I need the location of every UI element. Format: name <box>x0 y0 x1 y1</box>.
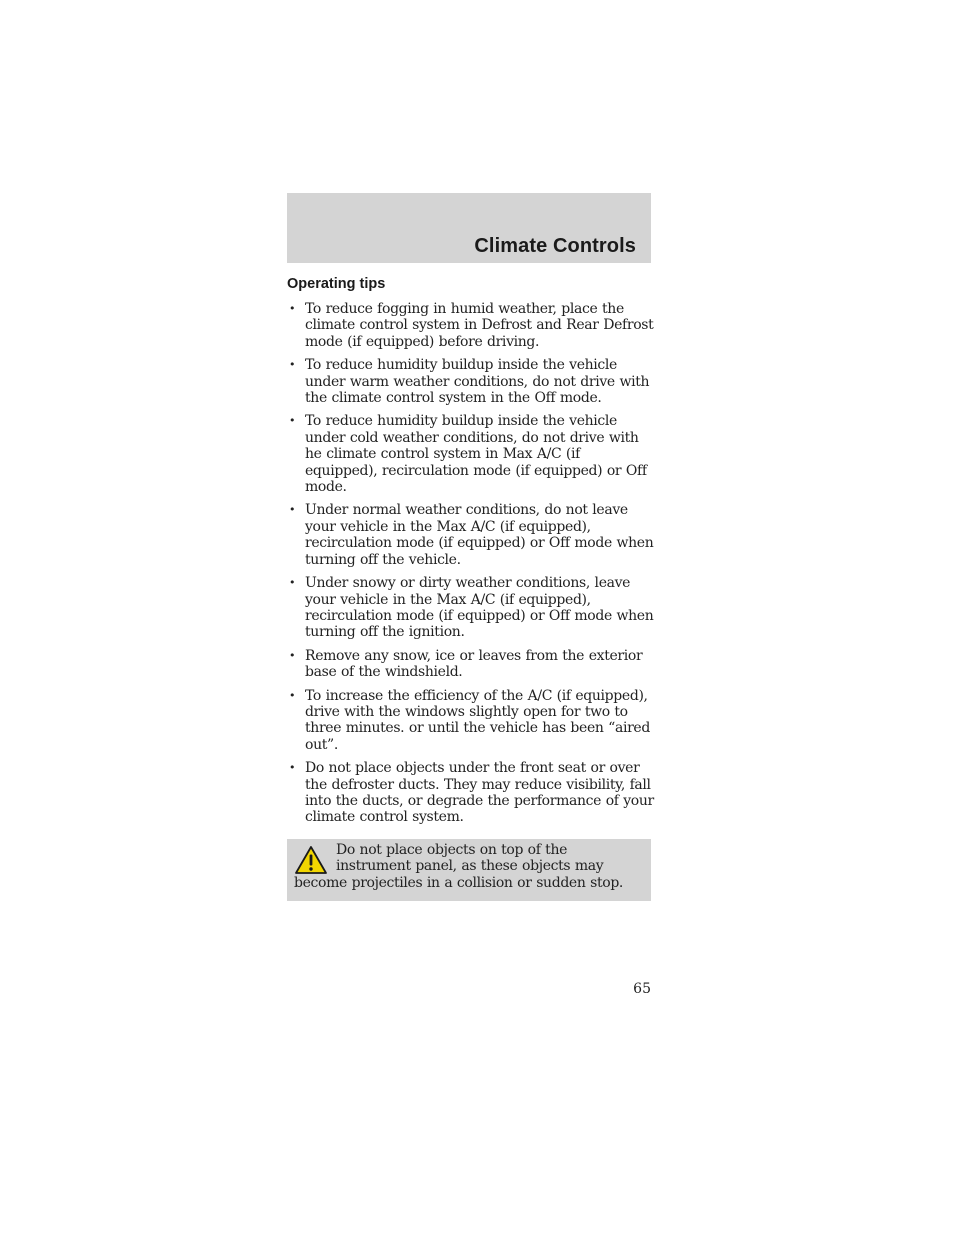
warning-box <box>287 839 651 901</box>
bullet-icon: • <box>289 358 296 372</box>
list-item <box>287 301 655 350</box>
bullet-icon: • <box>289 302 296 315</box>
operating-tips-list <box>287 301 655 833</box>
bullet-icon: • <box>289 414 296 428</box>
chapter-title: Climate Controls <box>474 235 636 257</box>
list-item <box>287 502 655 568</box>
list-item <box>287 357 655 406</box>
warning-text: Do not place objects on top of the instrument panel, as these objects may become projectiles in a collision or sudden stop. <box>294 842 624 891</box>
tip-text: To reduce fogging in humid weather, place the climate control system in Defrost and Rear Defrost mode (if equipped) before driving. <box>305 301 654 350</box>
tip-text: Remove any snow, ice or leaves from the exterior base of the windshield. <box>305 647 643 681</box>
bullet-icon: • <box>289 688 296 702</box>
tip-text: To increase the efficiency of the A/C (if equipped), drive with the windows slightly open for two to three minutes. or until the vehicle has been “aired out”. <box>305 687 650 753</box>
bullet-icon: • <box>289 503 296 517</box>
list-item <box>287 575 655 641</box>
tip-text: To reduce humidity buildup inside the vehicle under warm weather conditions, do not drive with the climate control system in the Off mode. <box>305 357 650 407</box>
bullet-icon: • <box>289 576 296 590</box>
list-item <box>287 648 655 681</box>
bullet-icon: • <box>289 761 296 775</box>
bullet-icon: • <box>289 648 296 662</box>
tip-text: To reduce humidity buildup inside the vehicle under cold weather conditions, do not drive with he climate control system in Max A/C (if equipped), recirculation mode (if equipped) or Off mode. <box>305 413 647 496</box>
list-item <box>287 688 655 754</box>
chapter-header <box>287 193 651 263</box>
tip-text: Do not place objects under the front seat or over the defroster ducts. They may reduce visibility, fall into the ducts, or degrade the performance of your climate control system. <box>305 760 654 826</box>
page-number: 65 <box>633 981 651 997</box>
list-item <box>287 413 655 495</box>
section-heading: Operating tips <box>287 276 386 292</box>
list-item <box>287 760 655 826</box>
tip-text: Under snowy or dirty weather conditions, leave your vehicle in the Max A/C (if equipped), recirculation mode (if equipped) or Off mode when turning off the ignition. <box>305 575 654 641</box>
tip-text: Under normal weather conditions, do not leave your vehicle in the Max A/C (if equipped), recirculation mode (if equipped) or Off mode when turning off the vehicle. <box>305 502 654 568</box>
